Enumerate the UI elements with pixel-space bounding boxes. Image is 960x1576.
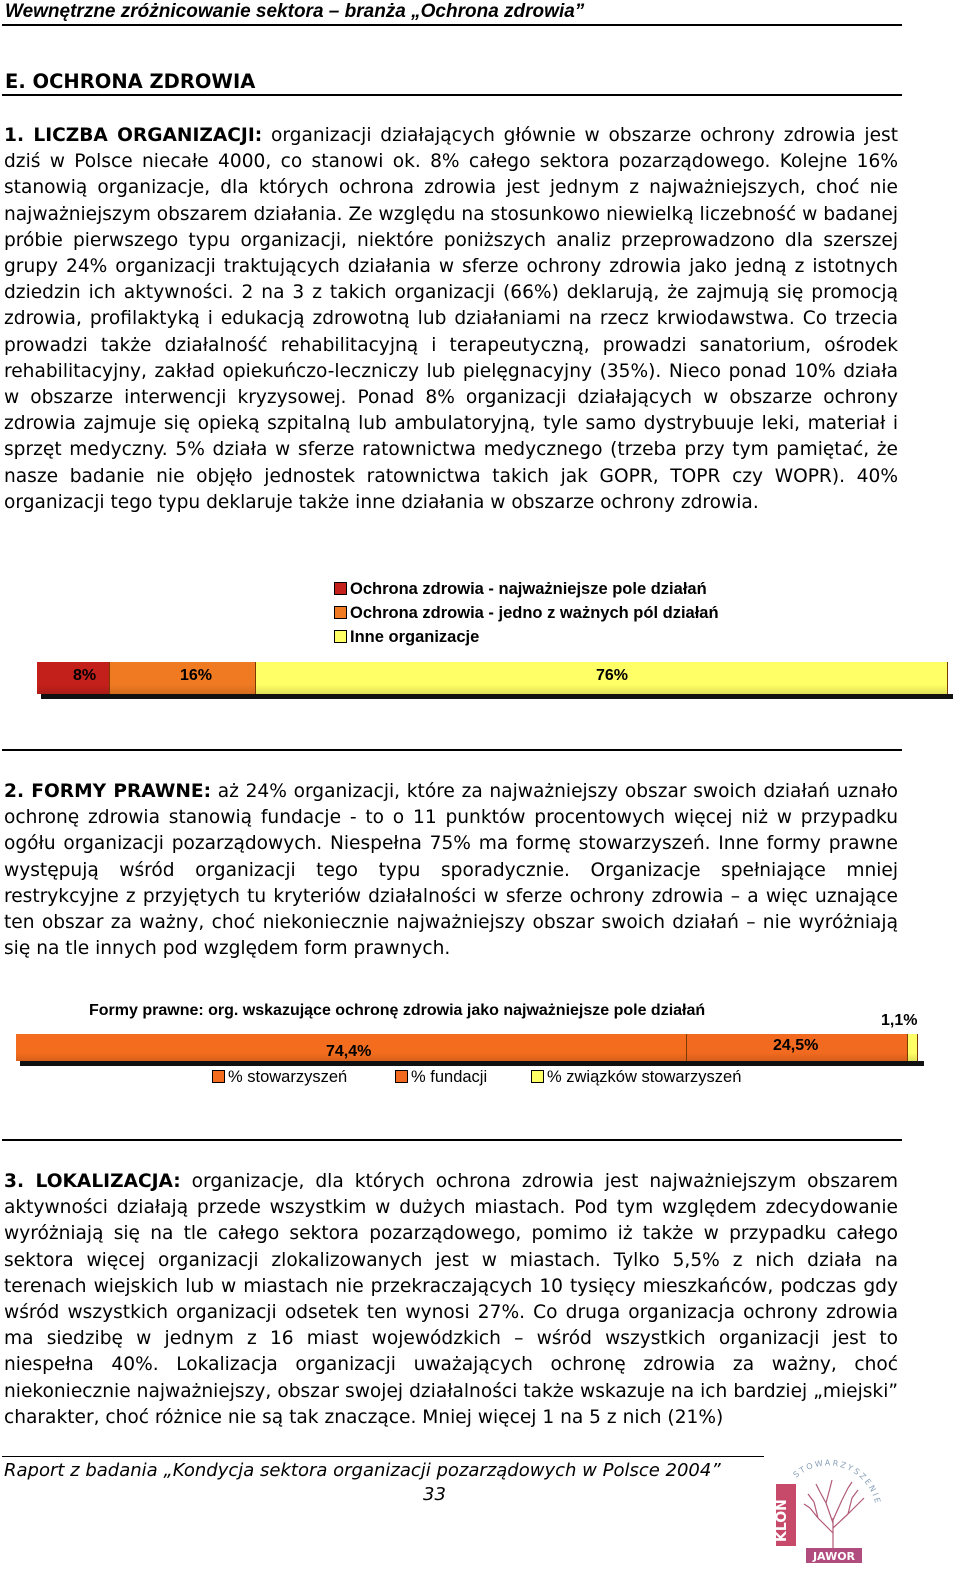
legend-swatch [395,1070,408,1083]
logo-side-text: KLON [774,1499,790,1542]
running-header: Wewnętrzne zróżnicowanie sektora – branża „Ochrona zdrowia” [5,1,585,22]
legend-item [334,628,479,647]
page-number: 33 [423,1484,446,1505]
legend-swatch [334,630,347,643]
chart2-rule [2,1139,902,1141]
legend-swatch [212,1070,225,1083]
stacked-bar [37,662,947,694]
chart-title: Formy prawne: org. wskazujące ochronę zdrowia jako najważniejsze pole działań [89,1002,706,1019]
bar-shadow [41,694,953,699]
paragraph-text: aż 24% organizacji, które za najważniejszy obszar swoich działań uznało ochronę zdrowia stanowią fundacje - to o 11 punktów procentowych więcej niż w przypadku ogółu organizacji pozarządowych. Niespełna 75% ma formę stowarzyszeń. Inne formy prawne występują wśród organizacji tego typu sporadycznie. Organizacje spełniające mniej restrykcyjne z przyjętych tu kryteriów działalności w sferze ochrony zdrowia – a więc uznające ten obszar za ważny, choć niekoniecznie najważniejszy obszar swoich działań – nie wyróżniają się na tle innych pod względem form prawnych. [4,781,898,960]
legend-label: % fundacji [411,1068,488,1086]
bar-shadow [20,1061,924,1066]
paragraph-text: organizacji działających głównie w obszarze ochrony zdrowia jest dziś w Polsce niecałe 4000, co stanowi ok. 8% całego sektora pozarządowego. Kolejne 16% stanowią organizacje, dla których ochrona zdrowia jest jednym z najważniejszych, choć nie najważniejszym obszarem działania. Ze względu na stosunkowo niewielką liczebność w badanej próbie pierwszego typu organizacji, niektóre poniższych analiz przeprowadzono dla szerszej grupy 24% organizacji traktujących działania w sferze ochrony zdrowia jako jedną z istotnych dziedzin ich aktywności. 2 na 3 z takich organizacji (66%) deklarują, że zajmują się promocją zdrowia, profilaktyką i edukacją zdrowotną lub działaniami na rzecz krwiodawstwa. Co trzecia prowadzi także działalność rehabilitacyjną i terapeutyczną, prowadzi sanatorium, ośrodek rehabilitacyjny, zakład opiekuńczo-leczniczy lub pielęgnacyjny (35%). Nieco ponad 10% działa w obszarze interwencji kryzysowej. Ponad 8% organizacji działających w obszarze ochrony zdrowia zajmuje się opieką szpitalną lub ambulatoryjną, tyle samo dystrybuuje leki, materiał i sprzęt medyczny. 5% działa w sferze ratownictwa medycznego (trzeba przy tym pamiętać, że nasze badanie nie objęło jednostek ratownictwa takich jak GOPR, TOPR czy WOPR). 40% organizacji tego typu deklaruje także inne działania w obszarze ochrony zdrowia. [4,125,898,513]
footer-rule [2,1456,764,1457]
bar-data-label: 74,4% [326,1043,372,1060]
paragraph-liczba-organizacji [4,123,898,516]
bar-data-label: 76% [596,667,629,684]
stacked-bar [16,1012,918,1061]
paragraph-lokalizacja [4,1169,898,1431]
chart1-rule [2,749,902,751]
bar-data-label: 8% [73,667,97,684]
legend-label: Ochrona zdrowia - najważniejsze pole działań [350,580,707,598]
paragraph-text: organizacje, dla których ochrona zdrowia jest najważniejszym obszarem aktywności działają przede wszystkim w dużych miastach. Pod tym względem zdecydowanie wyróżniają się na tle całego sektora pozarządowego, pomimo iż także w przypadku całego sektora więcej organizacji zlokalizowanych jest w miastach. Tylko 5,5% z nich działa na terenach wiejskich lub w miastach nie przekraczających 10 tysięcy mieszkańców, podczas gdy wśród wszystkich organizacji odsetek ten wynosi 27%. Co druga organizacja ochrony zdrowia ma siedzibę w jednym z 16 miast wojewódzkich – wśród wszystkich organizacji jest to niespełna 40%. Lokalizacja organizacji uważających ochronę zdrowia za ważny, choć niekoniecznie najważniejszy, obszar swojej działalności także wskazuje na ich bardziej „miejski” charakter, choć różnice nie są tak znaczące. Mniej więcej 1 na 5 z nich (21%) [4,1171,898,1428]
legend-item [212,1068,347,1087]
legend-label: % stowarzyszeń [228,1068,348,1086]
bar-segment [908,1034,918,1061]
tree-icon [804,1480,864,1548]
klon-jawor-logo [768,1438,888,1568]
bar-data-label: 24,5% [773,1037,819,1054]
paragraph-formy-prawne [4,779,898,962]
header-rule [2,24,902,26]
legend-item [334,604,719,623]
legend-item [395,1068,487,1087]
paragraph-lead: 3. LOKALIZACJA: [4,1171,181,1192]
footer-report-title: Raport z badania „Kondycja sektora organizacji pozarządowych w Polsce 2004” [4,1460,721,1481]
legend-label: Inne organizacje [350,628,480,646]
legend-item [531,1068,741,1087]
paragraph-lead: 2. FORMY PRAWNE: [4,781,212,802]
svg-text:STOWARZYSZENIE [792,1458,883,1505]
section-heading: E. OCHRONA ZDROWIA [5,70,256,93]
legend-swatch [334,606,347,619]
legend-label: % związków stowarzyszeń [547,1068,742,1086]
legend-swatch [531,1070,544,1083]
bar-data-label: 1,1% [881,1012,918,1029]
logo-graphic [768,1438,888,1568]
paragraph-lead: 1. LICZBA ORGANIZACJI: [4,125,263,146]
section-rule [2,94,902,96]
legend-label: Ochrona zdrowia - jedno z ważnych pól działań [350,604,719,622]
legend-swatch [334,582,347,595]
logo-arc-text: STOWARZYSZENIE [791,1458,883,1506]
bar-data-label: 16% [180,667,213,684]
legend-item [334,580,707,599]
logo-bottom-text: JAWOR [812,1550,856,1563]
